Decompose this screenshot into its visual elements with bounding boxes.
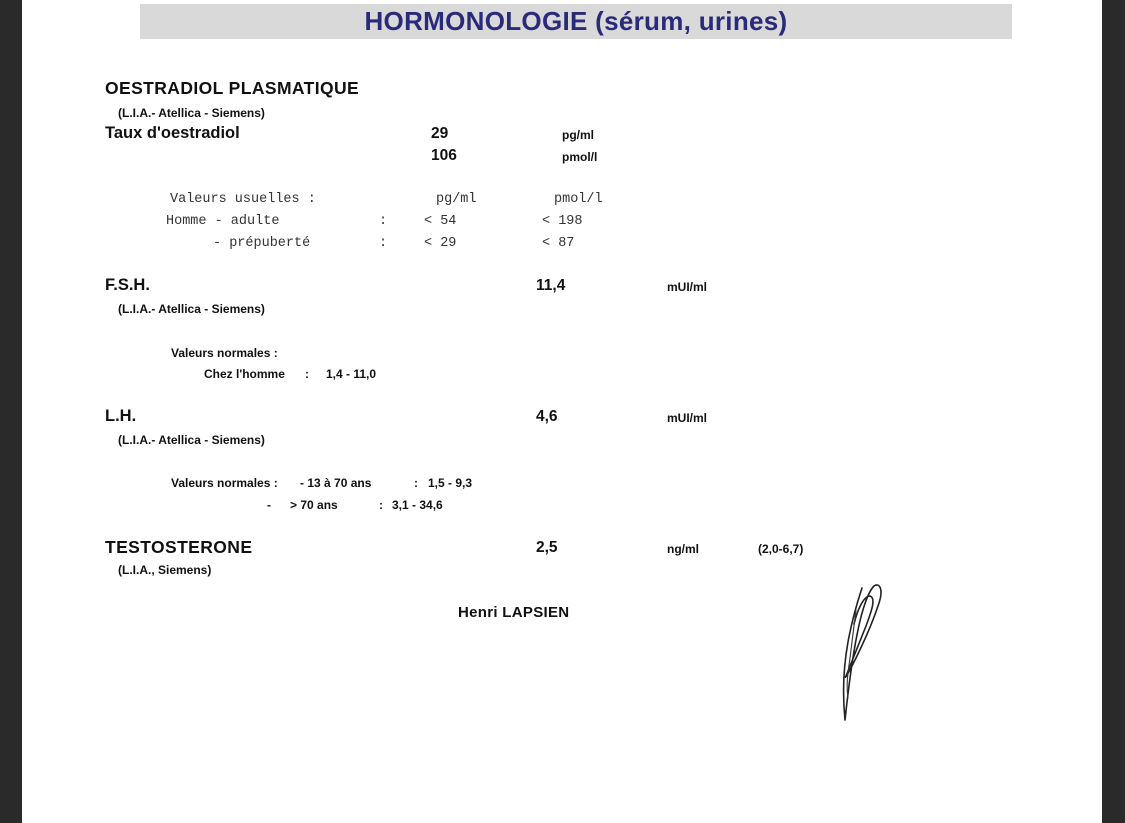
testosterone-value: 2,5 [536,539,558,556]
lh-ref-row1-range: 1,5 - 9,3 [428,476,473,490]
title-bar [140,4,1012,39]
lh-ref-row2-range: 3,1 - 34,6 [392,498,443,512]
lh-unit: mUI/ml [667,411,708,425]
lh-heading: L.H. [105,407,137,425]
lh-ref-row1-age: - 13 à 70 ans [300,476,372,490]
lh-ref-row2-age: > 70 ans [290,498,338,512]
oestradiol-ref-col-pg: pg/ml [436,192,477,207]
fsh-ref-label: Chez l'homme [204,367,285,381]
oestradiol-unit-pg: pg/ml [562,128,594,142]
oestradiol-ref-row1-sep: : [379,214,388,229]
lh-ref-row2-sep: : [379,498,383,512]
testosterone-heading: TESTOSTERONE [105,537,253,557]
signature-icon [818,580,898,735]
testosterone-range: (2,0-6,7) [758,542,804,556]
oestradiol-ref-row2-sep: : [379,236,388,251]
fsh-value: 11,4 [536,277,566,294]
lh-method: (L.I.A.- Atellica - Siemens) [118,433,265,447]
fsh-ref-sep: : [305,367,309,381]
fsh-ref-range: 1,4 - 11,0 [326,367,377,381]
oestradiol-unit-pmol: pmol/l [562,150,598,164]
oestradiol-ref-row1-label: Homme - adulte [166,214,280,229]
lh-ref-title: Valeurs normales : [171,476,278,490]
signatory-name: Henri LAPSIEN [458,604,570,621]
fsh-ref-title: Valeurs normales : [171,346,278,360]
testosterone-unit: ng/ml [667,542,699,556]
oestradiol-ref-title: Valeurs usuelles : [170,192,316,207]
oestradiol-ref-row1-pg: < 54 [424,214,457,229]
oestradiol-ref-row2-label: - prépuberté [213,236,311,251]
oestradiol-ref-row2-pmol: < 87 [542,236,575,251]
testosterone-method: (L.I.A., Siemens) [118,563,212,577]
oestradiol-ref-row2-pg: < 29 [424,236,457,251]
lh-ref-row1-sep: : [414,476,418,490]
oestradiol-value-pmol: 106 [431,147,457,164]
page-title: HORMONOLOGIE (sérum, urines) [364,6,788,36]
lh-value: 4,6 [536,408,558,425]
fsh-unit: mUI/ml [667,280,708,294]
oestradiol-label: Taux d'oestradiol [105,124,240,142]
oestradiol-value-pg: 29 [431,125,449,142]
report-page [22,0,1102,823]
oestradiol-method: (L.I.A.- Atellica - Siemens) [118,106,265,120]
oestradiol-ref-row1-pmol: < 198 [542,214,583,229]
fsh-heading: F.S.H. [105,276,150,294]
oestradiol-heading: OESTRADIOL PLASMATIQUE [105,78,360,98]
fsh-method: (L.I.A.- Atellica - Siemens) [118,302,265,316]
lh-ref-row2-dash: - [267,498,271,512]
oestradiol-ref-col-pmol: pmol/l [554,192,603,207]
